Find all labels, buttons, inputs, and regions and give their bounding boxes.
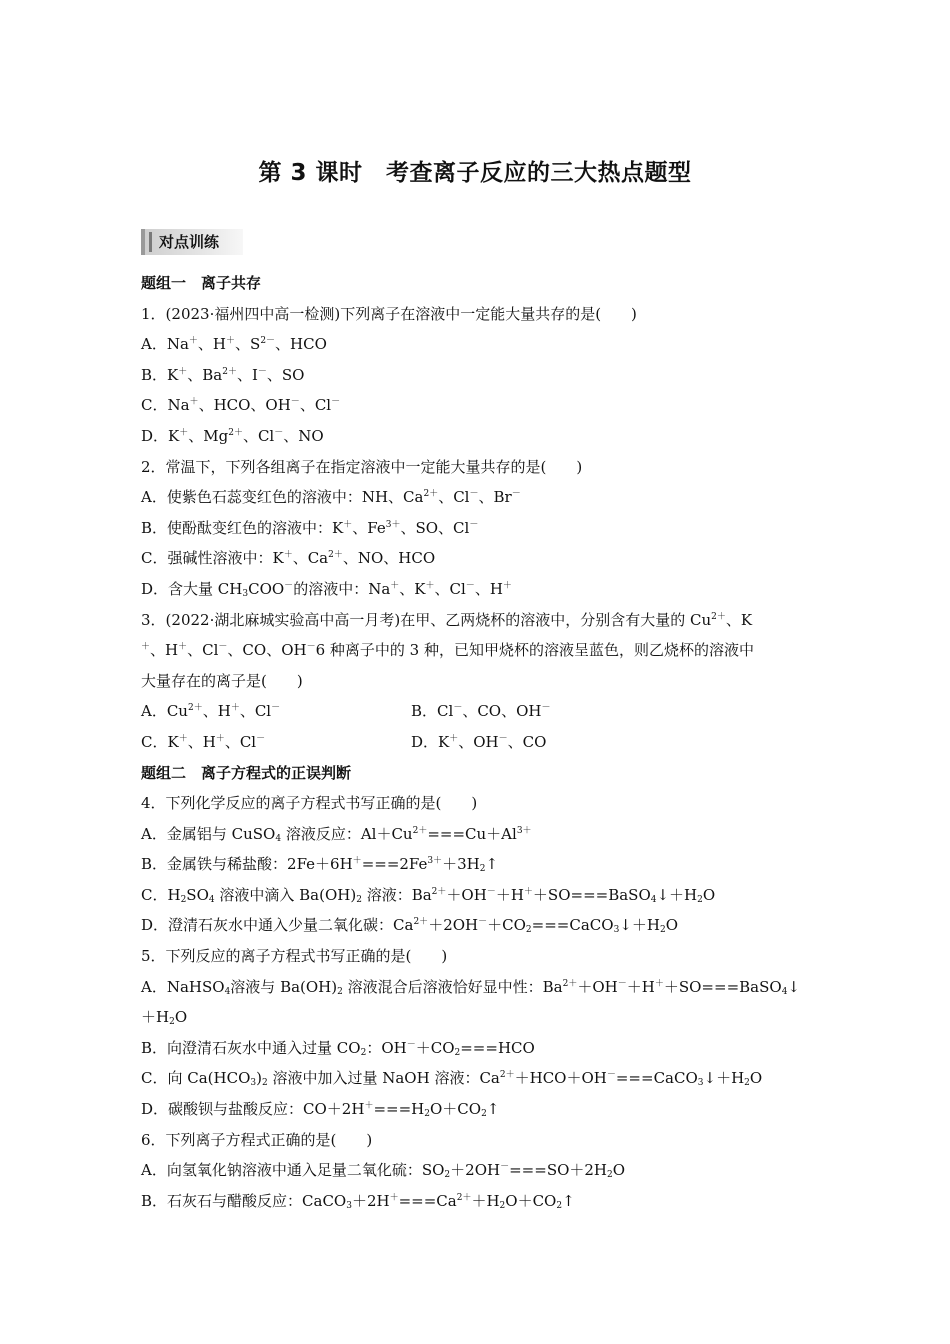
text-line: A．使紫色石蕊变红色的溶液中：NH、$Ca^{2+}$、Cl－、Br－	[141, 488, 521, 507]
option-right: B．Cl－、CO、OH－	[411, 702, 551, 721]
group-heading: 题组二 离子方程式的正误判断	[141, 763, 352, 782]
text-line: A．金属铝与 CuSO$_4$ 溶液反应：$Al+Cu^{2+}===Cu+Al^{3+}$	[141, 824, 532, 844]
text-line: B．K＋、$Ba^{2+}$、I－、SO	[141, 365, 305, 384]
text-line: B．石灰石与醋酸反应：$CaCO_3+2H^+===Ca^{2+}+H_2O+CO_2↑$	[141, 1191, 575, 1211]
text-line: D．K＋、$Mg^{2+}$、Cl－、NO	[141, 426, 324, 445]
page-title: 第 3 课时 考查离子反应的三大热点题型	[258, 160, 692, 186]
option-left: C．K＋、H＋、Cl－	[141, 732, 266, 751]
group-heading: 题组一 离子共存	[141, 274, 262, 292]
text-line: D．碳酸钡与盐酸反应：$CO+2H^+===H_2O+CO_2↑$	[141, 1100, 500, 1120]
text-line: C．Na＋、HCO、OH－、Cl－	[141, 396, 341, 415]
text-line: A．向氢氧化钠溶液中通入足量二氧化硫：$SO_2+2OH^-===SO+2H_2O$	[141, 1161, 626, 1181]
question-list	[141, 268, 813, 1216]
text-line: $+H_2O$	[141, 1008, 188, 1028]
text-line: D．澄清石灰水中通入少量二氧化碳：$Ca^{2+}+2OH^-+CO_2===CaCO_3↓+H_2O$	[141, 916, 678, 936]
text-line: B．使酚酞变红色的溶液中：K＋、$Fe^{3+}$、SO、Cl－	[141, 518, 479, 537]
option-row	[141, 696, 813, 727]
text-line: 4．下列化学反应的离子方程式书写正确的是( )	[141, 794, 478, 813]
section-tag-label: 对点训练	[159, 233, 220, 251]
text-line: D．含大量 $CH_3COO^-$的溶液中：Na＋、K＋、Cl－、H＋	[141, 579, 512, 599]
text-line: 6．下列离子方程式正确的是( )	[141, 1130, 373, 1149]
option-left: A．$Cu^{2+}$、H＋、Cl－	[141, 702, 281, 721]
text-line: A．Na＋、H＋、$S^{2-}$、HCO	[141, 335, 327, 354]
option-row	[141, 727, 813, 758]
text-line: C．向 $Ca(HCO_3)_2$ 溶液中加入过量 NaOH 溶液：$Ca^{2+}+HCO+OH^-===CaCO_3↓+H_2O$	[141, 1069, 763, 1089]
text-line: 大量存在的离子是( )	[141, 671, 303, 690]
text-line: 2．常温下，下列各组离子在指定溶液中一定能大量共存的是( )	[141, 457, 583, 476]
text-line: A．NaHSO$_4$溶液与 $Ba(OH)_2$ 溶液混合后溶液恰好显中性：$Ba^{2+}+OH^-+H^++SO===BaSO_4↓$	[141, 977, 800, 997]
option-right: D．K＋、OH－、CO	[411, 732, 547, 751]
text-line: 5．下列反应的离子方程式书写正确的是( )	[141, 947, 448, 966]
text-line: B．向澄清石灰水中通入过量 $CO_2$：$OH^-+CO_2===HCO$	[141, 1038, 535, 1058]
section-tag	[141, 229, 243, 255]
text-line: 1．(2023·福州四中高一检测)下列离子在溶液中一定能大量共存的是( )	[141, 304, 637, 323]
text-line: C．$H_2SO_4$ 溶液中滴入 $Ba(OH)_2$ 溶液：$Ba^{2+}+OH^-+H^++SO===BaSO_4↓+H_2O$	[141, 885, 716, 905]
text-line: 3．(2022·湖北麻城实验高中高一月考)在甲、乙两烧杯的溶液中，分别含有大量的 $Cu^{2+}$、K	[141, 610, 753, 629]
text-line: C．强碱性溶液中：K＋、$Ca^{2+}$、NO、HCO	[141, 549, 436, 568]
text-line: B．金属铁与稀盐酸：$2Fe+6H^+===2Fe^{3+}+3H_2↑$	[141, 855, 499, 875]
text-line: ＋、H＋、Cl－、CO、OH－6 种离子中的 3 种，已知甲烧杯的溶液呈蓝色，则乙烧杯的溶液中	[141, 641, 754, 660]
section-tag-bar	[149, 232, 152, 252]
